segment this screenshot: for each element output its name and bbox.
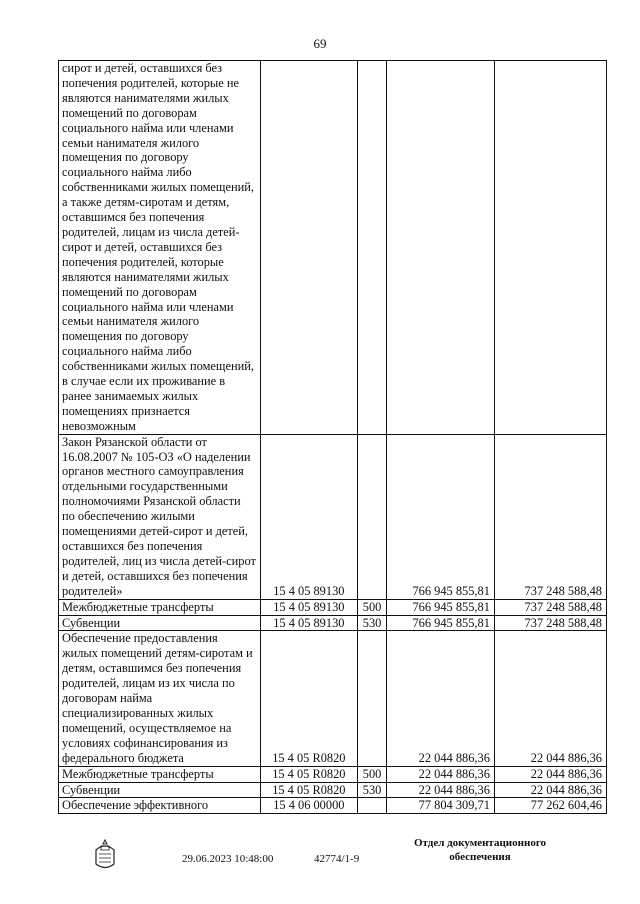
row-type [358, 434, 387, 599]
row-code: 15 4 05 R0820 [260, 766, 358, 782]
row-name: Субвенции [59, 782, 261, 798]
row-name: Субвенции [59, 615, 261, 631]
row-sum-2 [494, 61, 606, 435]
row-code: 15 4 06 00000 [260, 798, 358, 814]
row-sum-2: 22 044 886,36 [494, 782, 606, 798]
table-row [59, 782, 607, 798]
footer-doc-number: 42774/1-9 [314, 853, 360, 865]
row-code: 15 4 05 89130 [260, 434, 358, 599]
row-sum-2: 737 248 588,48 [494, 615, 606, 631]
row-sum-1: 22 044 886,36 [386, 631, 494, 766]
table-row [59, 61, 607, 435]
row-sum-2: 22 044 886,36 [494, 766, 606, 782]
row-type: 500 [358, 766, 387, 782]
row-sum-2: 77 262 604,46 [494, 798, 606, 814]
footer-department: Отдел документационного обеспечения [413, 837, 547, 863]
row-sum-1 [386, 61, 494, 435]
row-name: Обеспечение эффективного [59, 798, 261, 814]
row-name: Обеспечение предоставления жилых помещений детям-сиротам и детям, оставшимся без попечения родителей, лицам из их числа по договорам найма специализированных жилых помещений, осуществляемое на условиях софинансирования из федерального бюджета [59, 631, 261, 766]
row-code: 15 4 05 89130 [260, 615, 358, 631]
row-type [358, 798, 387, 814]
row-sum-1: 766 945 855,81 [386, 599, 494, 615]
table-row [59, 599, 607, 615]
row-sum-1: 77 804 309,71 [386, 798, 494, 814]
row-type: 530 [358, 782, 387, 798]
row-sum-1: 22 044 886,36 [386, 782, 494, 798]
row-name: Межбюджетные трансферты [59, 766, 261, 782]
row-code [260, 61, 358, 435]
row-name: сирот и детей, оставшихся без попечения родителей, которые не являются нанимателями жилых помещений по договорам социального найма или членами семьи нанимателя жилого помещения по договору социального найма либо собственниками жилых помещений, а также детям-сиротам и детям, оставшимся без попечения родителей, лицам из числа детей-сирот и детей, оставшихся без попечения родителей, которые являются нанимателями жилых помещений по договорам социального найма или членами семьи нанимателя жилого помещения по договору социального найма либо собственниками жилых помещений, в случае если их проживание в ранее занимаемых жилых помещениях признается невозможным [59, 61, 261, 435]
row-sum-2: 22 044 886,36 [494, 631, 606, 766]
row-type [358, 61, 387, 435]
table-row [59, 631, 607, 766]
table-row [59, 798, 607, 814]
row-sum-2: 737 248 588,48 [494, 434, 606, 599]
row-type: 530 [358, 615, 387, 631]
row-code: 15 4 05 89130 [260, 599, 358, 615]
row-sum-2: 737 248 588,48 [494, 599, 606, 615]
budget-table [58, 60, 607, 814]
page-number: 69 [313, 36, 327, 51]
row-name: Закон Рязанской области от 16.08.2007 № 105-ОЗ «О наделении органов местного самоуправления отдельными государственными полномочиями Рязанской области по обеспечению жилыми помещениями детей-сирот и детей, оставшихся без попечения родителей, лиц из числа детей-сирот и детей, оставшихся без попечения родителей» [59, 434, 261, 599]
row-type: 500 [358, 599, 387, 615]
row-name: Межбюджетные трансферты [59, 599, 261, 615]
table-row [59, 766, 607, 782]
table-row [59, 615, 607, 631]
table-row [59, 434, 607, 599]
row-code: 15 4 05 R0820 [260, 631, 358, 766]
row-sum-1: 22 044 886,36 [386, 766, 494, 782]
footer-datetime: 29.06.2023 10:48:00 [182, 853, 274, 865]
coat-of-arms-emblem [90, 838, 120, 872]
row-sum-1: 766 945 855,81 [386, 615, 494, 631]
row-type [358, 631, 387, 766]
row-code: 15 4 05 R0820 [260, 782, 358, 798]
row-sum-1: 766 945 855,81 [386, 434, 494, 599]
